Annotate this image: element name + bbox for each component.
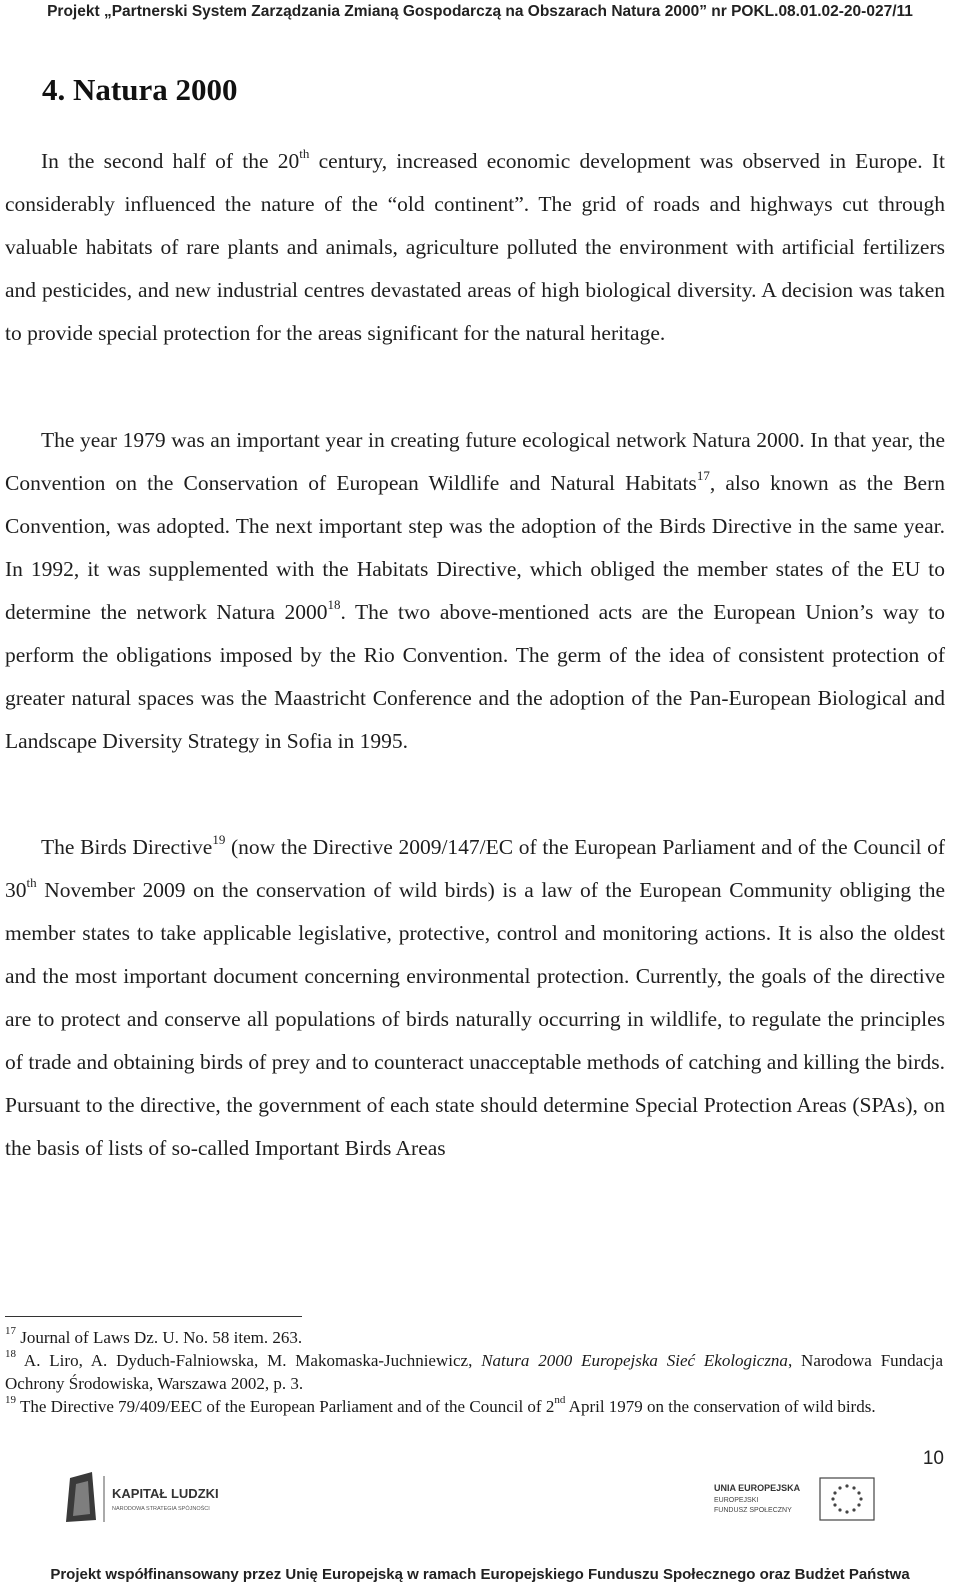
logo-right-line1: UNIA EUROPEJSKA [714,1483,801,1493]
footnote-18 [5,1349,943,1395]
footnote-17 [5,1326,943,1349]
superscript: 18 [5,1348,16,1361]
superscript: 17 [5,1325,16,1338]
text-run: century, increased economic development was observed in Europe. It considerably influenced the nature of the “old continent”. The grid of roads and highways cut through valuable habitats of rare plants and animals, agriculture polluted the environment with artificial fertilizers and pesticides, and new industrial centres devastated areas of high biological diversity. A decision was taken to provide special protection for the areas significant for the natural heritage. [5,149,945,345]
paragraph-3 [5,826,945,1170]
superscript: th [299,145,310,161]
superscript: th [26,874,37,890]
text-run: , also known as the Bern Convention, was adopted. The next important step was the adoption of the Birds Directive in the same year. In 1992, it was supplemented with the Habitats Directive, which obliged the member states of the EU to determine the network Natura 2000 [5,471,945,624]
superscript: 17 [696,467,710,483]
section-title: 4. Natura 2000 [42,72,238,107]
page-footer: Projekt współfinansowany przez Unię Europejską w ramach Europejskiego Funduszu Społecznego oraz Budżet Państwa [50,1566,910,1583]
footnote-separator [5,1316,302,1317]
kapital-ludzki-logo [62,1470,242,1528]
text-run: November 2009 on the conservation of wild birds) is a law of the European Community obliging the member states to take applicable legislative, protective, control and monitoring actions. It is also the oldest and the most important document concerning environmental protection. Currently, the goals of the directive are to protect and conserve all populations of birds naturally occurring in wildlife, to regulate the principles of trade and obtaining birds of prey and to counteract unacceptable methods of catching and killing the birds. Pursuant to the directive, the government of each state should determine Special Protection Areas (SPAs), on the basis of lists of so-called Important Birds Areas [5,878,945,1160]
italic-title: Natura 2000 Europejska Sieć Ekologiczna [481,1351,788,1370]
text-run: Journal of Laws Dz. U. No. 58 item. 263. [16,1328,303,1347]
superscript: 18 [327,596,341,612]
paragraph-1 [5,140,945,355]
superscript: nd [554,1394,566,1407]
text-run: The Directive 79/409/EEC of the European Parliament and of the Council of 2 [16,1397,555,1416]
text-run: April 1979 on the conservation of wild birds. [565,1397,876,1416]
logo-left-subtitle: NARODOWA STRATEGIA SPÓJNOŚCI [112,1506,210,1512]
logo-left-title: KAPITAŁ LUDZKI [112,1486,219,1501]
text-run: A. Liro, A. Dyduch-Falniowska, M. Makomaska-Juchniewicz, [16,1351,482,1370]
paragraph-2 [5,419,945,763]
superscript: 19 [5,1394,16,1407]
text-run: (now the Directive 2009/147/EC of the European Parliament and of the Council of 30 [5,835,945,902]
page-header: Projekt „Partnerski System Zarządzania Zmianą Gospodarczą na Obszarach Natura 2000” nr POKL.08.01.02-20-027/11 [47,3,913,20]
superscript: 19 [212,831,226,847]
eu-logo [712,1476,882,1526]
text-run: . The two above-mentioned acts are the European Union’s way to perform the obligations imposed by the Rio Convention. The germ of the idea of consistent protection of greater natural spaces was the Maastricht Conference and the adoption of the Pan-European Biological and Landscape Diversity Strategy in Sofia in 1995. [5,600,945,753]
page-number: 10 [922,1448,944,1469]
text-run: In the second half of the 20 [41,149,300,173]
text-run: The year 1979 was an important year in creating future ecological network Natura 2000. In that year, the Convention on the Conservation of European Wildlife and Natural Habitats [5,428,945,495]
text-run: The Birds Directive [41,835,213,859]
text-run: , Narodowa Fundacja Ochrony Środowiska, Warszawa 2002, p. 3. [5,1351,944,1393]
logo-right-line3: FUNDUSZ SPOŁECZNY [714,1507,792,1514]
logo-right-line2: EUROPEJSKI [714,1497,759,1504]
footnotes [5,1326,943,1418]
footnote-19 [5,1395,943,1418]
